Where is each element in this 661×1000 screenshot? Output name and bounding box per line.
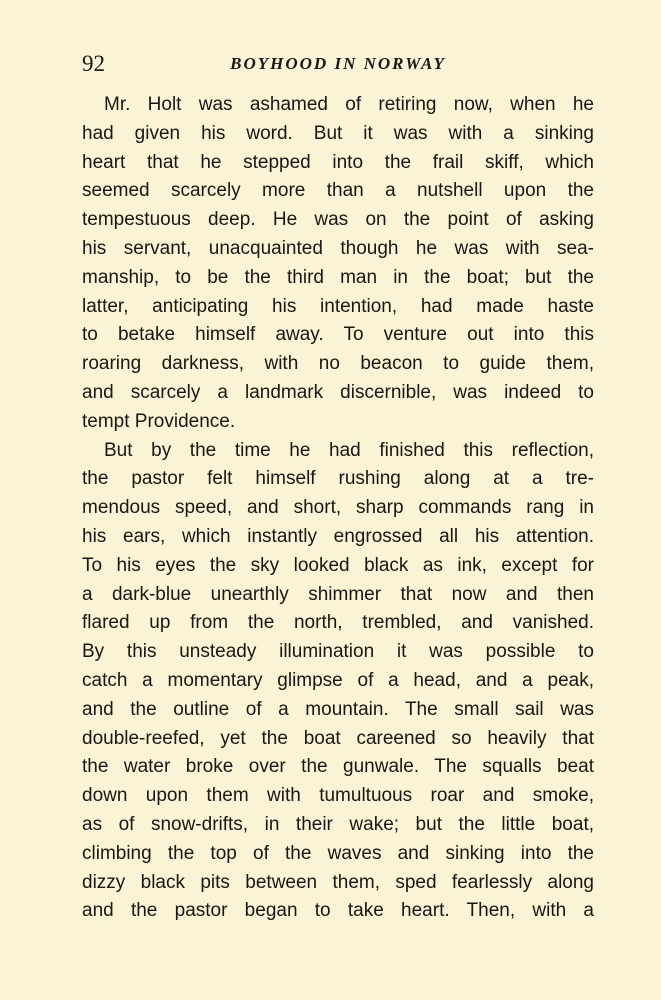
text-line: tempestuous deep. He was on the point of asking <box>82 209 594 231</box>
running-title: BOYHOOD IN NORWAY <box>230 54 446 73</box>
text-line: the pastor felt himself rushing along at a tre- <box>82 468 594 490</box>
text-line: had given his word. But it was with a sinking <box>82 122 594 144</box>
text-line: roaring darkness, with no beacon to guide them, <box>82 353 594 375</box>
text-line: latter, anticipating his intention, had made haste <box>82 295 594 317</box>
text-line: the water broke over the gunwale. The squalls beat <box>82 756 594 778</box>
text-line: To his eyes the sky looked black as ink, except for <box>82 554 594 576</box>
text-line: By this unsteady illumination it was possible to <box>82 641 594 663</box>
text-line: seemed scarcely more than a nutshell upon the <box>82 180 594 202</box>
text-line: But by the time he had finished this reflection, <box>104 439 594 461</box>
text-line: and scarcely a landmark discernible, was indeed to <box>82 381 594 403</box>
running-head <box>82 50 594 78</box>
body-text <box>82 91 594 926</box>
text-line: his ears, which instantly engrossed all his attention. <box>82 525 594 547</box>
text-line: catch a momentary glimpse of a head, and a peak, <box>82 669 594 691</box>
text-line: and the outline of a mountain. The small sail was <box>82 698 594 720</box>
text-line: to betake himself away. To venture out into this <box>82 324 594 346</box>
text-line: his servant, unacquainted though he was with sea- <box>82 237 594 259</box>
text-line: as of snow-drifts, in their wake; but the little boat, <box>82 813 594 835</box>
text-line: climbing the top of the waves and sinking into the <box>82 842 594 864</box>
text-line: heart that he stepped into the frail skiff, which <box>82 151 594 173</box>
text-line: dizzy black pits between them, sped fearlessly along <box>82 871 594 893</box>
text-line: double-reefed, yet the boat careened so heavily that <box>82 727 594 749</box>
text-line: down upon them with tumultuous roar and smoke, <box>82 785 594 807</box>
text-line: Mr. Holt was ashamed of retiring now, when he <box>104 94 594 115</box>
text-line: and the pastor began to take heart. Then, with a <box>82 900 594 922</box>
page-number: 92 <box>82 51 105 76</box>
text-line: manship, to be the third man in the boat; but the <box>82 266 594 288</box>
text-line: a dark-blue unearthly shimmer that now and then <box>82 583 594 605</box>
text-line: flared up from the north, trembled, and vanished. <box>82 612 594 634</box>
text-line: tempt Providence. <box>82 410 236 432</box>
text-line: mendous speed, and short, sharp commands rang in <box>82 497 594 519</box>
